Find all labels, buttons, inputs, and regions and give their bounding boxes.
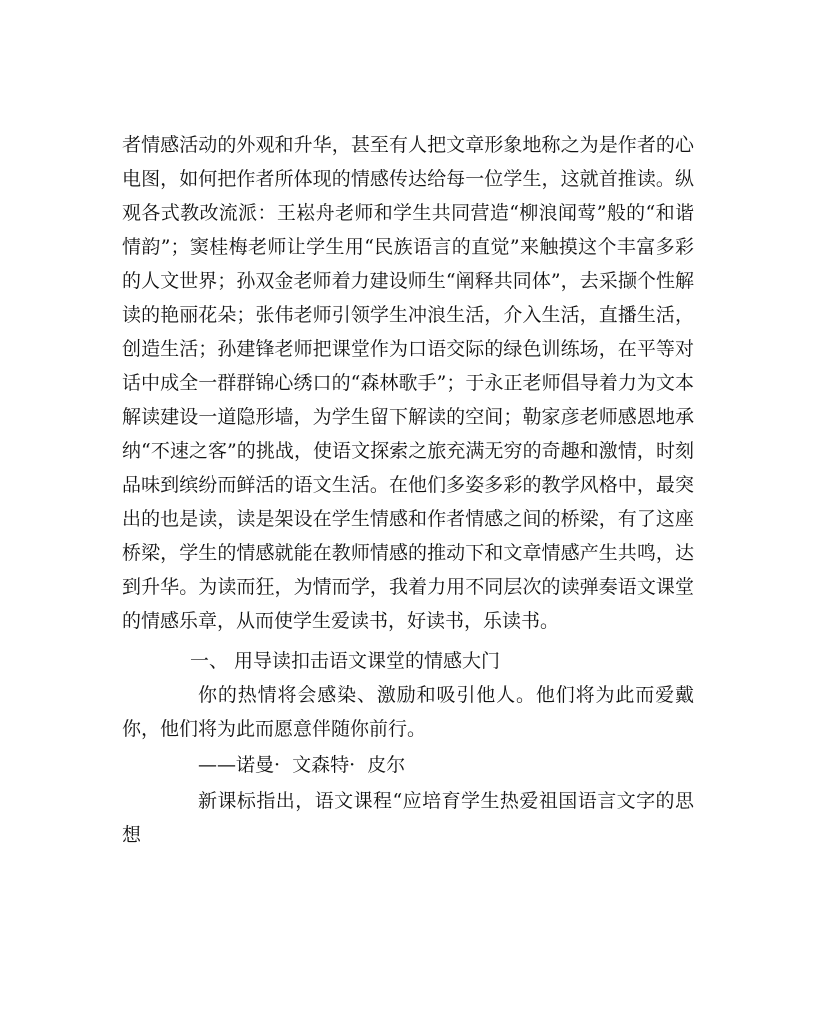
quote-attribution: ——诺曼· 文森特· 皮尔 — [198, 754, 406, 776]
body-paragraph: 者情感活动的外观和升华，甚至有人把文章形象地称之为是作者的心电图，如何把作者所体现的情感传达给每一位学生，这就首推读。纵观各式教改流派：王崧舟老师和学生共同营造“柳浪闻莺”般的“和谐情韵”；窦桂梅老师让学生用“民族语言的直觉”来触摸这个丰富多彩的人文世界；孙双金老师着力建设师生“阐释共同体”，去采撷个性解读的艳丽花朵；张伟老师引领学生冲浪生活，介入生活，直播生活，创造生活；孙建锋老师把课堂作为口语交际的绿色训练场，在平等对话中成全一群群锦心绣口的“森林歌手”；于永正老师倡导着力为文本解读建设一道隐形墙，为学生留下解读的空间；勒家彦老师感恩地承纳“不速之客”的挑战，使语文探索之旅充满无穷的奇趣和激情，时刻品味到缤纷而鲜活的语文生活。在他们多姿多彩的教学风格中，最突出的也是读，读是架设在学生情感和作者情感之间的桥梁，有了这座桥梁，学生的情感就能在教师情感的推动下和文章情感产生共鸣，达到升华。为读而狂，为情而学，我着力用不同层次的读弹奏语文课堂的情感乐章，从而使学生爱读书，好读书，乐读书。 — [122, 134, 694, 632]
body-paragraph-continued: 新课标指出，语文课程“应培育学生热爱祖国语言文字的思想 — [122, 790, 694, 846]
document-body — [122, 128, 694, 852]
section-heading: 一、 用导读扣击语文课堂的情感大门 — [190, 650, 501, 672]
quote-paragraph: 你的热情将会感染、激励和吸引他人。他们将为此而爱戴你，他们将为此而愿意伴随你前行。 — [122, 684, 694, 740]
